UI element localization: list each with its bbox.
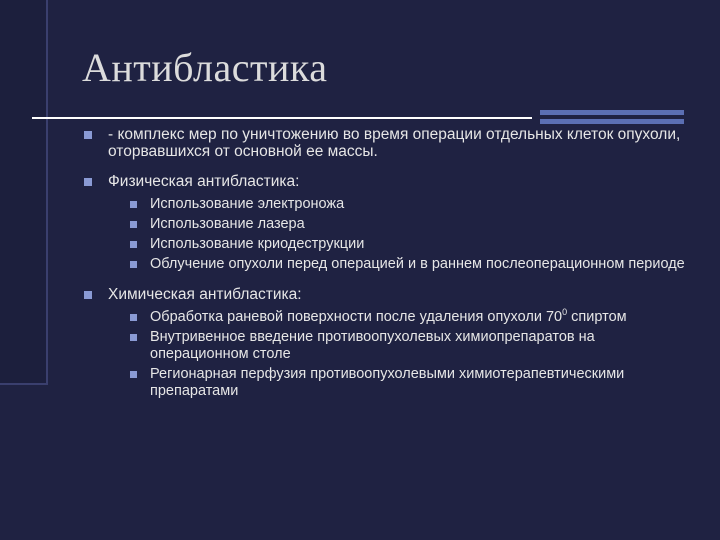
title-underline: [32, 117, 532, 119]
square-bullet-icon: [130, 314, 137, 321]
left-decorative-bar: [0, 0, 48, 385]
list-item-text: Облучение опухоли перед операцией и в раннем послеоперационном периоде: [150, 256, 685, 272]
physical-heading: Физическая антибластика:: [108, 173, 300, 190]
square-bullet-icon: [130, 201, 137, 208]
definition-text: - комплекс мер по уничтожению во время операции отдельных клеток опухоли, оторвавшихся от основной ее массы.: [108, 126, 681, 160]
square-bullet-icon: [84, 131, 92, 139]
square-bullet-icon: [130, 334, 137, 341]
list-item-text: Регионарная перфузия противоопухолевыми химиотерапевтическими препаратами: [150, 366, 625, 399]
bullet-definition: [84, 126, 694, 160]
slide-content: [84, 126, 694, 413]
list-item: [118, 196, 694, 213]
bullet-physical: [84, 173, 694, 273]
list-item: [118, 216, 694, 233]
list-item: [118, 236, 694, 253]
list-item: [118, 309, 694, 326]
list-item-text-tail: спиртом: [567, 309, 627, 325]
bullet-chemical: [84, 286, 694, 400]
list-item: [118, 329, 694, 363]
decorative-stripe-bottom: [540, 119, 684, 124]
square-bullet-icon: [130, 221, 137, 228]
list-item-text: Использование лазера: [150, 216, 305, 232]
list-item-text: Использование криодеструкции: [150, 236, 365, 252]
slide-title: Антибластика: [82, 45, 328, 90]
list-item-text: Использование электроножа: [150, 196, 345, 212]
list-item-text: Обработка раневой поверхности после удаления опухоли 70: [150, 309, 563, 325]
square-bullet-icon: [84, 291, 92, 299]
list-item-text: Внутривенное введение противоопухолевых химиопрепаратов на операционном столе: [150, 329, 595, 362]
chemical-sublist: [108, 309, 694, 400]
square-bullet-icon: [130, 261, 137, 268]
physical-sublist: [108, 196, 694, 273]
list-item: [118, 256, 694, 273]
square-bullet-icon: [84, 178, 92, 186]
decorative-stripe-top: [540, 110, 684, 115]
degree-superscript: 0: [562, 307, 568, 318]
list-item: [118, 366, 694, 400]
square-bullet-icon: [130, 241, 137, 248]
square-bullet-icon: [130, 371, 137, 378]
chemical-heading: Химическая антибластика:: [108, 286, 302, 303]
